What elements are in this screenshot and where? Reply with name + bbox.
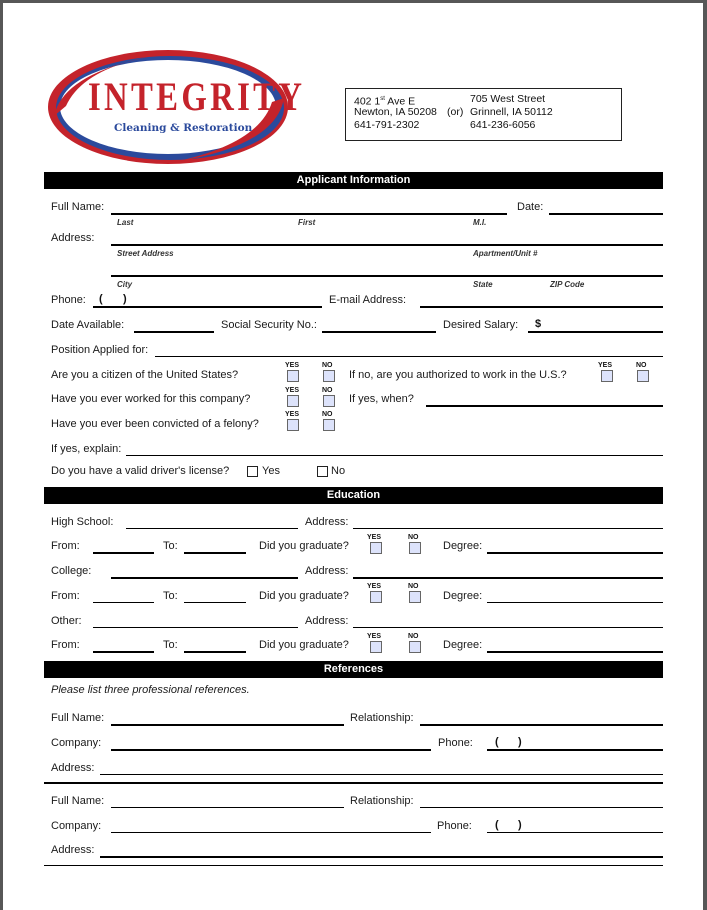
company-logo [44,46,306,168]
hs-to-field[interactable] [184,552,246,554]
college-graduate-yes-checkbox[interactable] [370,591,382,603]
address-label: Address: [51,232,95,244]
ref2-company-label: Company: [51,820,102,832]
window-frame-top [0,0,707,3]
high-school-label: High School: [51,516,114,528]
sub-label-mi: M.I. [473,218,487,227]
other-address-label: Address: [305,615,349,627]
other-to-label: To: [163,639,178,651]
ref1-relationship-label: Relationship: [350,712,414,724]
college-graduate-question: Did you graduate? [259,590,349,602]
license-yes-checkbox[interactable] [247,466,258,477]
ssn-field[interactable] [322,331,436,333]
date-label: Date: [517,201,544,213]
office-2-street: 705 West Street [470,93,546,105]
ref1-full-name-field[interactable] [111,724,344,726]
worked-no-label: NO [322,387,333,394]
ref2-phone-label: Phone: [437,820,472,832]
desired-salary-label: Desired Salary: [443,319,519,331]
other-yes-label: YES [367,633,382,640]
license-yes-label: Yes [262,465,280,477]
license-no-checkbox[interactable] [317,466,328,477]
citizen-yes-checkbox[interactable] [287,370,299,382]
sub-label-first: First [298,218,316,227]
ref1-address-field[interactable] [100,774,663,775]
ref1-full-name-label: Full Name: [51,712,105,724]
authorized-question: If no, are you authorized to work in the U.S.? [349,369,567,381]
felony-question: Have you ever been convicted of a felony? [51,418,259,430]
logo-wordmark: INTEGRITY [88,74,306,119]
felony-yes-label: YES [285,411,300,418]
ref2-relationship-field[interactable] [420,807,663,808]
ref1-phone-area-open: ( [495,736,499,748]
other-graduate-no-checkbox[interactable] [409,641,421,653]
sub-label-state: State [473,280,493,289]
section-header-applicant: Applicant Information [44,172,663,189]
sub-label-city: City [117,280,133,289]
ref2-full-name-label: Full Name: [51,795,105,807]
when-label: If yes, when? [349,393,414,405]
ref1-company-label: Company: [51,737,102,749]
college-field[interactable] [111,577,298,579]
ref1-relationship-field[interactable] [420,724,663,726]
worked-no-checkbox[interactable] [323,395,335,407]
city-state-zip-field[interactable] [111,275,663,277]
position-field[interactable] [155,356,663,357]
hs-from-label: From: [51,540,80,552]
other-from-field[interactable] [93,651,154,653]
hs-from-field[interactable] [93,552,154,554]
authorized-yes-label: YES [598,362,613,369]
ref2-phone-area-close: ) [518,819,522,831]
sub-label-zip: ZIP Code [550,280,585,289]
reference-divider-1 [44,782,663,784]
ref2-company-field[interactable] [111,832,431,833]
hs-degree-label: Degree: [443,540,483,552]
office-1-street: 402 1st Ave E [354,95,416,108]
hs-graduate-yes-checkbox[interactable] [370,542,382,554]
other-no-label: NO [408,633,419,640]
citizen-no-label: NO [322,362,333,369]
explain-label: If yes, explain: [51,443,122,455]
ref2-address-label: Address: [51,844,95,856]
authorized-no-checkbox[interactable] [637,370,649,382]
salary-dollar-sign: $ [535,318,542,330]
sub-label-last: Last [117,218,134,227]
college-no-label: NO [408,583,419,590]
high-school-field[interactable] [126,528,298,529]
date-available-field[interactable] [134,331,214,333]
phone-area-open: ( [99,293,103,305]
hs-graduate-no-checkbox[interactable] [409,542,421,554]
other-school-label: Other: [51,615,82,627]
street-address-field[interactable] [111,244,663,246]
college-address-field[interactable] [353,577,663,579]
reference-divider-2 [44,865,663,866]
ref1-phone-area-close: ) [518,736,522,748]
address-separator: (or) [447,106,464,118]
college-label: College: [51,565,92,577]
other-address-field[interactable] [353,627,663,628]
hs-yes-label: YES [367,534,382,541]
explain-field[interactable] [126,455,663,456]
logo-tagline: Cleaning & Restoration [114,122,253,134]
other-from-label: From: [51,639,80,651]
ref2-relationship-label: Relationship: [350,795,414,807]
office-2-phone: 641-236-6056 [470,119,536,131]
office-1-city: Newton, IA 50208 [354,106,437,118]
window-frame-right [703,0,707,910]
date-field[interactable] [549,213,663,215]
email-field[interactable] [420,306,663,308]
office-1-phone: 641-791-2302 [354,119,420,131]
hs-no-label: NO [408,534,419,541]
license-question: Do you have a valid driver's license? [51,465,230,477]
ref1-company-field[interactable] [111,749,431,751]
felony-yes-checkbox[interactable] [287,419,299,431]
ref1-phone-field[interactable] [487,749,663,751]
high-school-address-label: Address: [305,516,349,528]
worked-yes-checkbox[interactable] [287,395,299,407]
ssn-label: Social Security No.: [221,319,317,331]
college-degree-label: Degree: [443,590,483,602]
position-label: Position Applied for: [51,344,149,356]
college-yes-label: YES [367,583,382,590]
other-graduate-yes-checkbox[interactable] [370,641,382,653]
when-field[interactable] [426,405,663,407]
citizen-no-checkbox[interactable] [323,370,335,382]
felony-no-label: NO [322,411,333,418]
citizen-question: Are you a citizen of the United States? [51,369,239,381]
other-degree-field[interactable] [487,651,663,653]
references-instruction: Please list three professional references. [51,684,250,696]
college-from-label: From: [51,590,80,602]
email-label: E-mail Address: [329,294,407,306]
authorized-yes-checkbox[interactable] [601,370,613,382]
sub-label-street: Street Address [117,249,174,258]
full-name-label: Full Name: [51,201,105,213]
worked-yes-label: YES [285,387,300,394]
phone-field[interactable] [93,306,322,308]
college-from-field[interactable] [93,602,154,603]
office-2-city: Grinnell, IA 50112 [470,106,553,118]
phone-area-close: ) [123,293,127,305]
college-to-field[interactable] [184,602,246,603]
worked-question: Have you ever worked for this company? [51,393,251,405]
hs-degree-field[interactable] [487,552,663,554]
college-address-label: Address: [305,565,349,577]
phone-label: Phone: [51,294,86,306]
felony-no-checkbox[interactable] [323,419,335,431]
full-name-field[interactable] [111,213,507,215]
other-school-field[interactable] [93,627,298,628]
citizen-yes-label: YES [285,362,300,369]
ref1-phone-label: Phone: [438,737,473,749]
college-degree-field[interactable] [487,602,663,603]
section-header-education: Education [44,487,663,504]
ref2-phone-field[interactable] [487,832,663,833]
college-to-label: To: [163,590,178,602]
window-frame-left [0,0,3,910]
desired-salary-field[interactable] [528,331,663,333]
ref1-address-label: Address: [51,762,95,774]
other-degree-label: Degree: [443,639,483,651]
authorized-no-label: NO [636,362,647,369]
other-graduate-question: Did you graduate? [259,639,349,651]
office-address-box [345,88,622,141]
section-header-references: References [44,661,663,678]
other-to-field[interactable] [184,651,246,653]
college-graduate-no-checkbox[interactable] [409,591,421,603]
hs-to-label: To: [163,540,178,552]
hs-graduate-question: Did you graduate? [259,540,349,552]
sub-label-apt: Apartment/Unit # [473,249,538,258]
high-school-address-field[interactable] [353,528,663,529]
ref2-address-field[interactable] [100,856,663,858]
ref2-full-name-field[interactable] [111,807,344,808]
license-no-label: No [331,465,346,477]
ref2-phone-area-open: ( [495,819,499,831]
date-available-label: Date Available: [51,319,125,331]
